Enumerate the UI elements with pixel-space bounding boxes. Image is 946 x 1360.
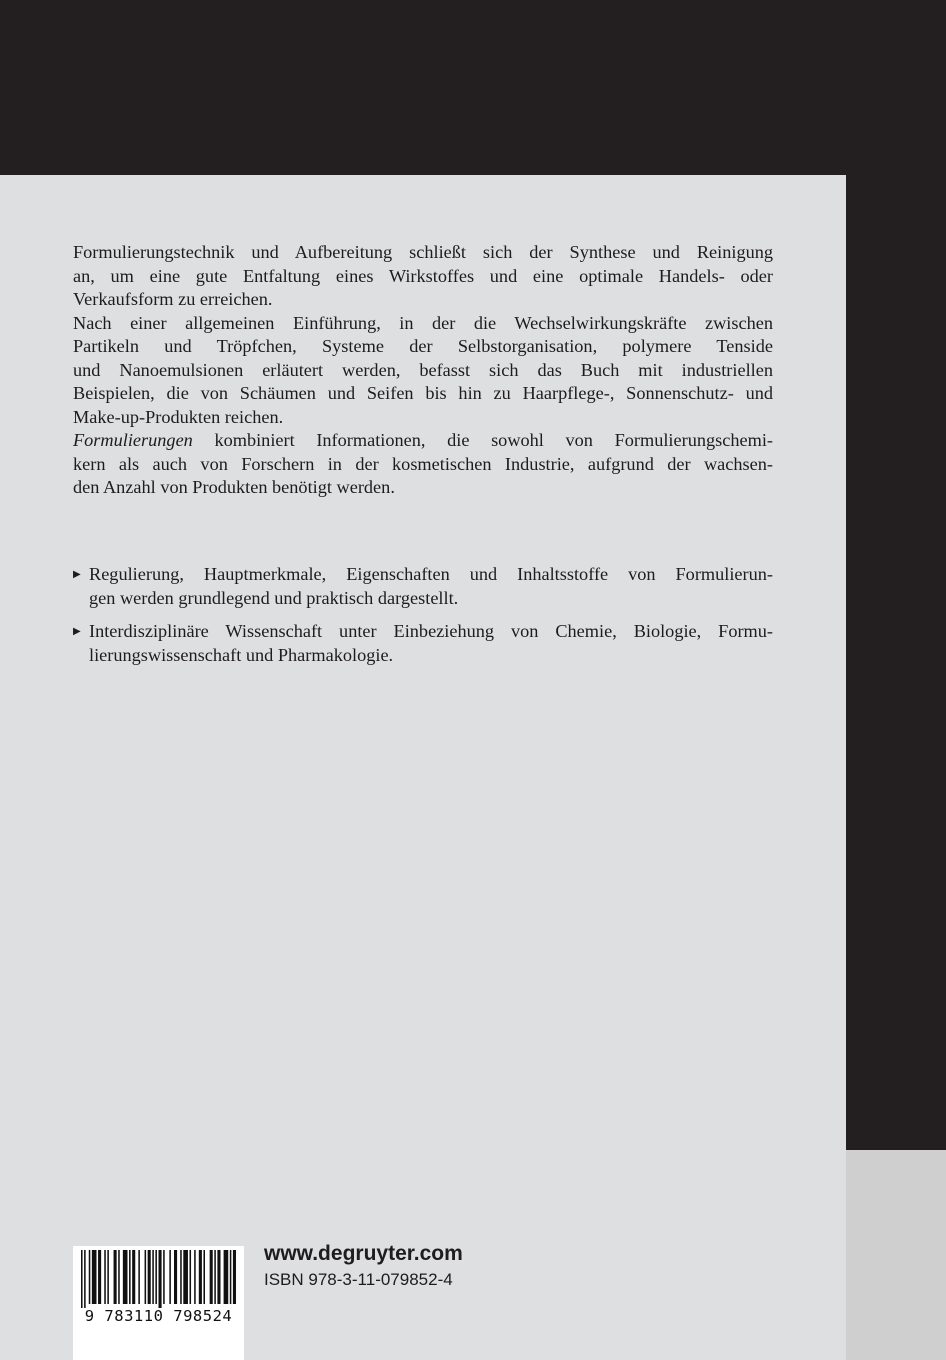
barcode-bar — [210, 1250, 213, 1304]
barcode-bars-icon — [73, 1246, 244, 1308]
barcode-bar — [114, 1250, 117, 1304]
back-cover-panel — [0, 175, 846, 1360]
blurb-paragraph-2 — [73, 312, 773, 430]
feature-item — [73, 563, 773, 610]
blurb-paragraph-1 — [73, 241, 773, 312]
blurb-line: Nach einer allgemeinen Einführung, in der die Wechselwirkungskräfte zwischen — [73, 312, 773, 333]
barcode-bar — [98, 1250, 101, 1304]
feature-text — [89, 563, 773, 610]
blurb-line: und Nanoemulsionen erläutert werden, befasst sich das Buch mit industriellen — [73, 359, 773, 380]
barcode-bar — [183, 1250, 188, 1304]
barcode-bar — [89, 1250, 91, 1304]
barcode-bar — [129, 1250, 131, 1304]
barcode-bar — [138, 1250, 140, 1304]
feature-item — [73, 620, 773, 667]
feature-line: lierungswissenschaft und Pharmakologie. — [89, 644, 394, 665]
barcode-bar — [214, 1250, 216, 1304]
blurb-line: an, um eine gute Entfaltung eines Wirkstoffes und eine optimale Handels- oder — [73, 265, 773, 286]
barcode-bar — [169, 1250, 171, 1304]
blurb-line: Beispielen, die von Schäumen und Seifen bis hin zu Haarpflege-, Sonnenschutz- und — [73, 383, 773, 403]
isbn-number: ISBN 978-3-11-079852-4 — [264, 1270, 453, 1289]
blurb-line: Partikeln und Tröpfchen, Systeme der Selbstorganisation, polymere Tenside — [73, 336, 773, 356]
barcode-bar — [92, 1250, 97, 1304]
isbn-barcode — [73, 1246, 244, 1360]
barcode-bar — [152, 1250, 154, 1304]
feature-line: Interdisziplinäre Wissenschaft unter Einbeziehung von Chemie, Biologie, Formu- — [89, 621, 773, 641]
feature-line: Regulierung, Hauptmerkmale, Eigenschaften und Inhaltsstoffe von Formulierun- — [89, 564, 773, 584]
barcode-bar — [107, 1250, 109, 1304]
publisher-url[interactable]: www.degruyter.com — [264, 1242, 463, 1265]
barcode-bar — [190, 1250, 192, 1304]
publisher-info — [264, 1241, 463, 1292]
barcode-bar — [159, 1250, 162, 1308]
background-strip — [846, 1150, 946, 1360]
blurb-paragraph-3 — [73, 429, 773, 500]
feature-line: gen werden grundlegend und praktisch dargestellt. — [89, 587, 459, 608]
blurb-text — [73, 241, 773, 500]
barcode-bar — [180, 1250, 182, 1304]
barcode-bar — [174, 1250, 177, 1304]
barcode-bar — [145, 1250, 147, 1304]
barcode-bar — [199, 1250, 202, 1304]
barcode-bar — [132, 1250, 135, 1304]
barcode-bar — [104, 1250, 106, 1304]
barcode-bar — [194, 1250, 196, 1304]
blurb-line: kern als auch von Forschern in der kosmetischen Industrie, aufgrund der wachsen- — [73, 453, 773, 474]
barcode-bar — [81, 1250, 83, 1308]
blurb-line: den Anzahl von Produkten benötigt werden. — [73, 477, 395, 497]
barcode-bar — [123, 1250, 128, 1304]
triangle-bullet-icon: ▶ — [73, 626, 81, 637]
barcode-bar — [148, 1250, 151, 1304]
barcode-bar — [84, 1250, 86, 1308]
barcode-bar — [163, 1250, 165, 1304]
triangle-bullet-icon: ▶ — [73, 569, 81, 580]
feature-list — [73, 563, 773, 677]
barcode-bar — [203, 1250, 205, 1304]
barcode-bar — [217, 1250, 220, 1304]
blurb-line: Make-up-Produkten reichen. — [73, 406, 284, 427]
barcode-bar — [224, 1250, 229, 1304]
blurb-line-rest: kombiniert Informationen, die sowohl von Formulierungschemi- — [192, 430, 773, 450]
book-title-italic: Formulierungen — [73, 430, 193, 450]
barcode-bar — [233, 1250, 236, 1304]
feature-text — [89, 620, 773, 667]
blurb-line — [73, 429, 773, 453]
barcode-bar — [155, 1250, 157, 1304]
barcode-digits: 9 783110 798524 — [84, 1307, 233, 1325]
blurb-line: Verkaufsform zu erreichen. — [73, 289, 273, 309]
barcode-bar — [230, 1250, 232, 1304]
barcode-bar — [118, 1250, 120, 1304]
blurb-line: Formulierungstechnik und Aufbereitung schließt sich der Synthese und Reinigung — [73, 242, 773, 262]
